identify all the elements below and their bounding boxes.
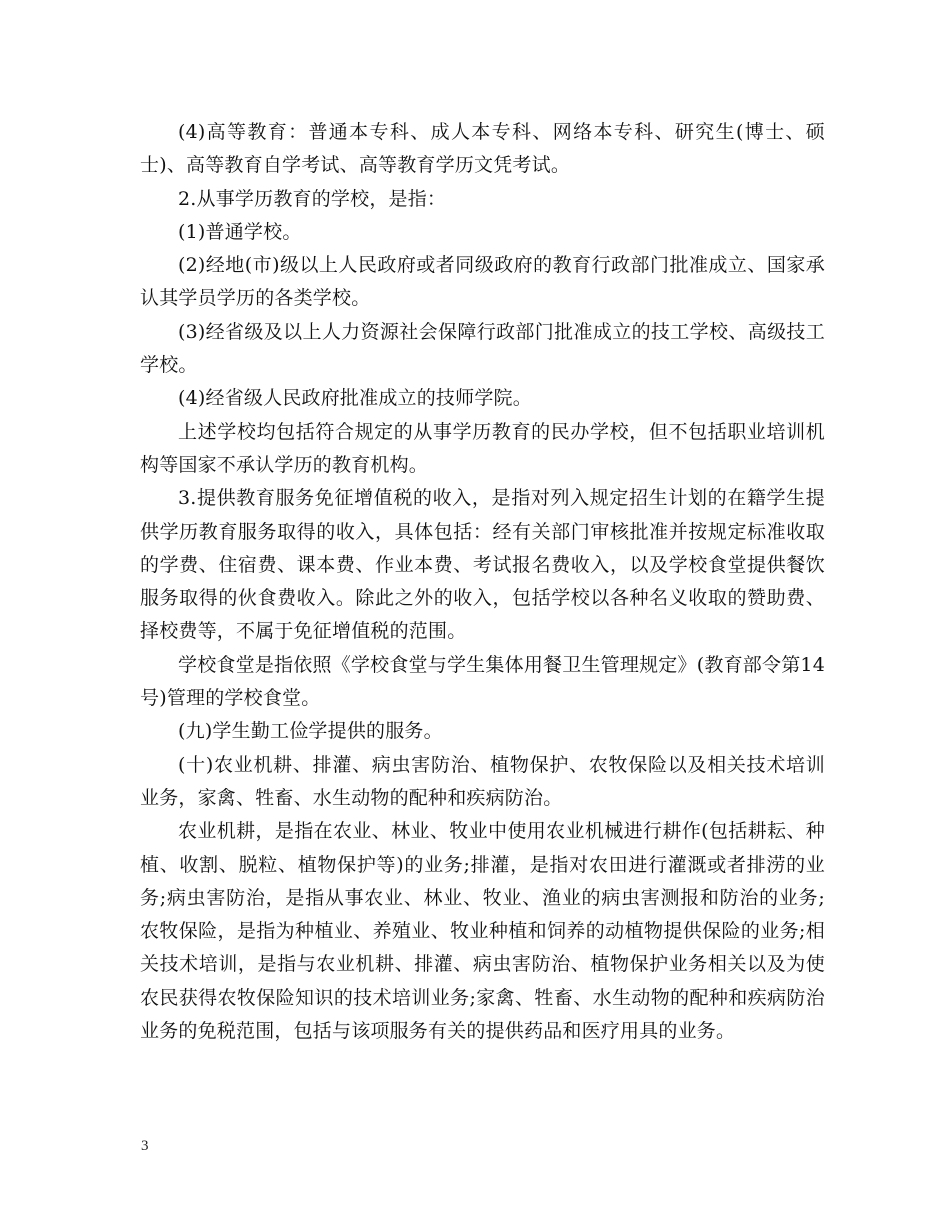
paragraph-technician-colleges: (4)经省级人民政府批准成立的技师学院。 [178,387,532,410]
paragraph-agricultural-definitions: 农业机耕，是指在农业、林业、牧业中使用农业机械进行耕作(包括耕耘、种植、收割、脱粒、植物保护等)的业务;排灌，是指对农田进行灌溉或者排涝的业务;病虫害防治，是指从事农业、林业、牧业、渔业的病虫害测报和防治的业务;农牧保险，是指为种植业、养殖业、牧业种植和饲养的动植物提供保险的业务;相关技术培训，是指与农业机耕、排灌、病虫害防治、植物保护业务相关以及为使农民获得农牧保险知识的技术培训业务;家禽、牲畜、水生动物的配种和疾病防治业务的免税范围，包括与该项服务有关的提供药品和医疗用具的业务。 [140,820,825,1043]
page-number: 3 [141,1138,149,1154]
paragraph-approved-schools: (2)经地(市)级以上人民政府或者同级政府的教育行政部门批准成立、国家承认其学员学历的各类学校。 [140,254,825,310]
paragraph-exempt-income: 3.提供教育服务免征增值税的收入，是指对列入规定招生计划的在籍学生提供学历教育服务取得的收入，具体包括：经有关部门审核批准并按规定标准收取的学费、住宿费、课本费、作业本费、考试报名费收入，以及学校食堂提供餐饮服务取得的伙食费收入。除此之外的收入，包括学校以各种名义收取的赞助费、择校费等，不属于免征增值税的范围。 [140,487,825,643]
paragraph-agricultural-services: (十)农业机耕、排灌、病虫害防治、植物保护、农牧保险以及相关技术培训业务，家禽、牲畜、水生动物的配种和疾病防治。 [140,753,825,809]
paragraph-school-canteen: 学校食堂是指依照《学校食堂与学生集体用餐卫生管理规定》(教育部令第14号)管理的学校食堂。 [140,653,825,710]
body-text [140,116,825,1048]
paragraph-work-study: (九)学生勤工俭学提供的服务。 [178,720,443,743]
paragraph-regular-schools: (1)普通学校。 [178,220,302,243]
paragraph-schools-definition: 2.从事学历教育的学校，是指： [178,187,447,210]
paragraph-technical-schools: (3)经省级及以上人力资源社会保障行政部门批准成立的技工学校、高级技工学校。 [140,320,825,377]
paragraph-private-schools: 上述学校均包括符合规定的从事学历教育的民办学校，但不包括职业培训机构等国家不承认学历的教育机构。 [140,420,825,476]
paragraph-higher-education: (4)高等教育：普通本专科、成人本专科、网络本专科、研究生(博士、硕士)、高等教育自学考试、高等教育学历文凭考试。 [140,121,825,177]
